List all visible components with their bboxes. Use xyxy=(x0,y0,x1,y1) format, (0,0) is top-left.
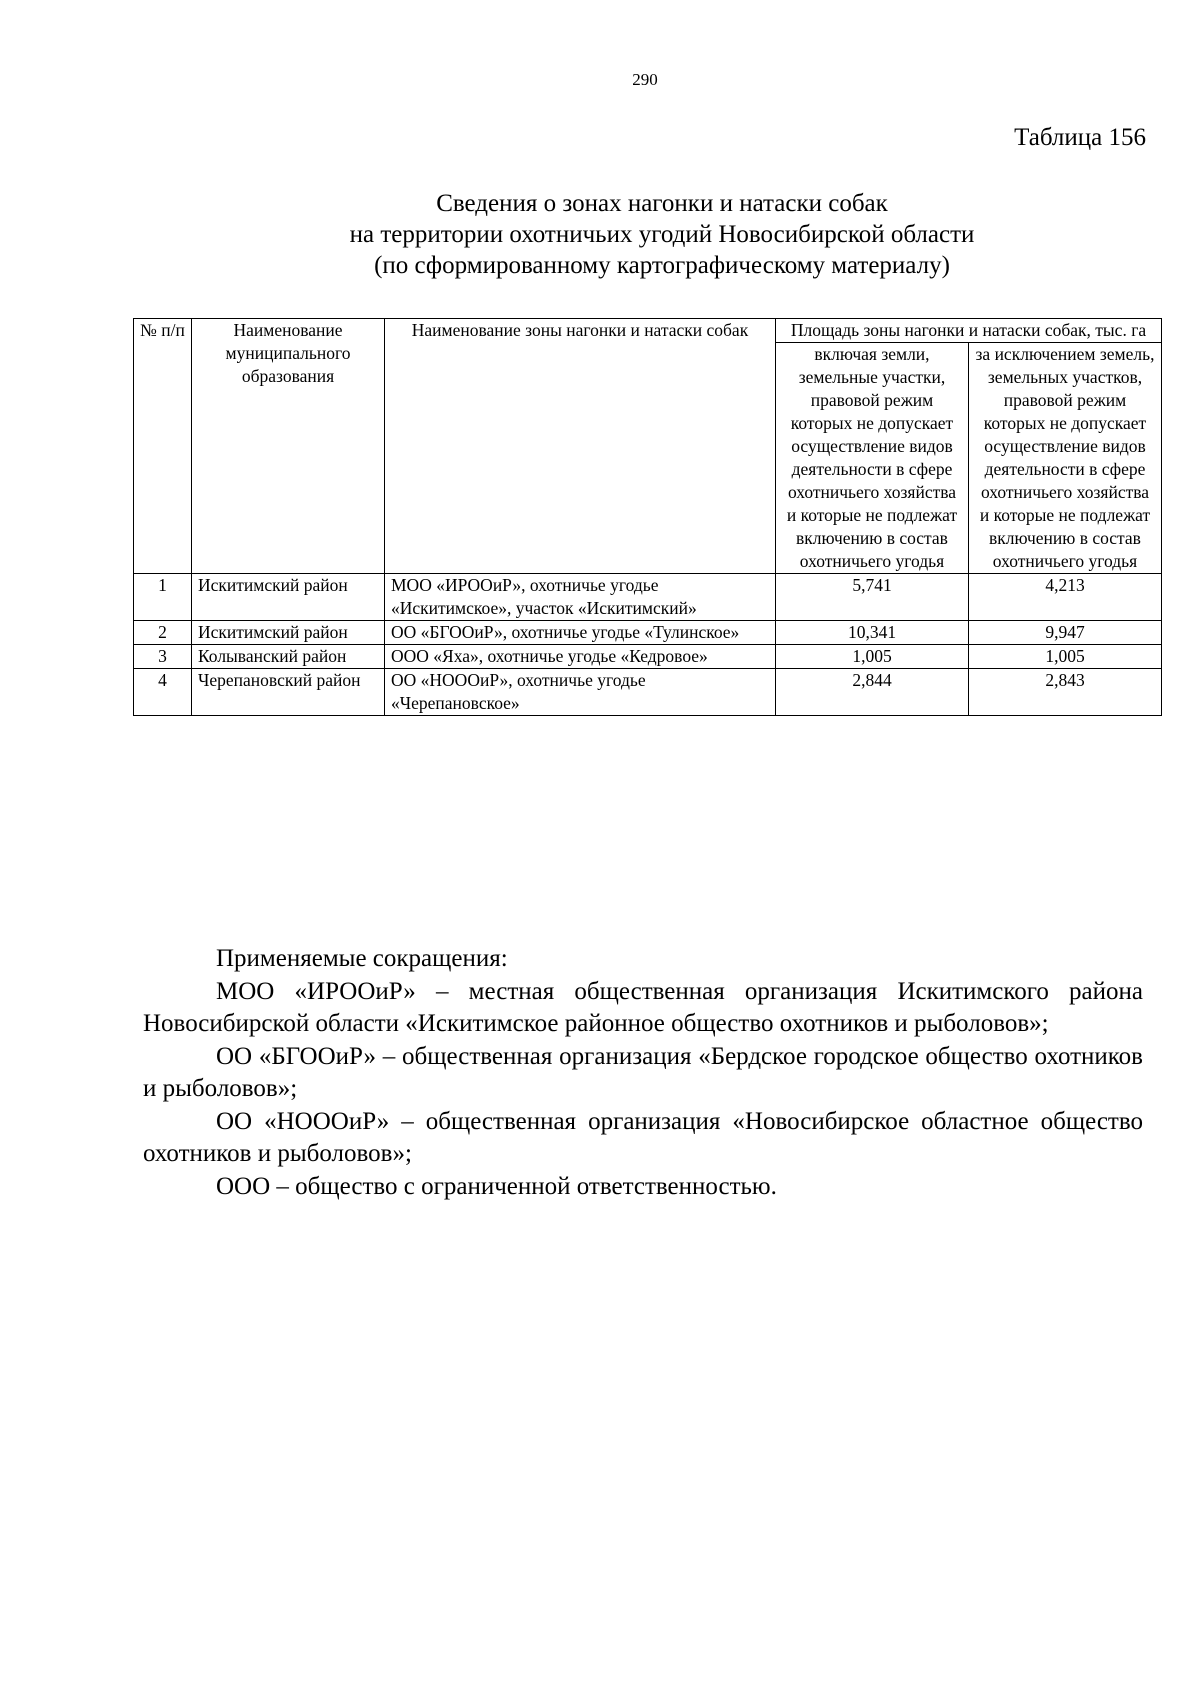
row-area-excl: 9,947 xyxy=(969,621,1162,645)
table-row xyxy=(134,645,1162,669)
title-line: (по сформированному картографическому материалу) xyxy=(374,252,950,279)
row-municipality: Искитимский район xyxy=(192,574,385,621)
table-row xyxy=(134,574,1162,621)
row-zone: ООО «Яха», охотничье угодье «Кедровое» xyxy=(385,645,776,669)
row-municipality: Искитимский район xyxy=(192,621,385,645)
table-title xyxy=(132,188,1192,281)
row-num: 4 xyxy=(134,669,192,716)
header-area-excl: за исключением земель, земельных участков, правовой режим которых не допускает осуществление видов деятельности в сфере охотничьего хозяйства и которые не подлежат включению в состав охотничьего угодья xyxy=(969,343,1162,574)
abbreviations-section xyxy=(143,943,1143,1203)
header-zone: Наименование зоны нагонки и натаски собак xyxy=(385,319,776,574)
table-label: Таблица 156 xyxy=(1014,124,1146,151)
row-zone: МОО «ИРООиР», охотничье угодье «Искитимское», участок «Искитимский» xyxy=(385,574,776,621)
row-area-incl: 2,844 xyxy=(776,669,969,716)
header-area: Площадь зоны нагонки и натаски собак, тыс. га xyxy=(776,319,1162,343)
row-area-incl: 5,741 xyxy=(776,574,969,621)
header-municipality: Наименование муниципального образования xyxy=(192,319,385,574)
title-line: Сведения о зонах нагонки и натаски собак xyxy=(436,190,888,217)
row-municipality: Колыванский район xyxy=(192,645,385,669)
row-area-incl: 10,341 xyxy=(776,621,969,645)
title-line: на территории охотничьих угодий Новосибирской области xyxy=(349,221,975,248)
abbreviation-item: ОО «БГООиР» – общественная организация «Бердское городское общество охотников и рыболовов»; xyxy=(143,1042,1143,1102)
abbreviations-heading: Применяемые сокращения: xyxy=(216,945,508,972)
abbreviation-item: ОО «НОООиР» – общественная организация «Новосибирское областное общество охотников и рыболовов»; xyxy=(143,1107,1143,1167)
header-row xyxy=(134,319,1162,343)
page-number: 290 xyxy=(632,70,658,89)
row-num: 1 xyxy=(134,574,192,621)
row-municipality: Черепановский район xyxy=(192,669,385,716)
row-area-excl: 2,843 xyxy=(969,669,1162,716)
row-area-incl: 1,005 xyxy=(776,645,969,669)
table-row xyxy=(134,669,1162,716)
row-area-excl: 1,005 xyxy=(969,645,1162,669)
row-area-excl: 4,213 xyxy=(969,574,1162,621)
row-zone: ОО «БГООиР», охотничье угодье «Тулинское» xyxy=(385,621,776,645)
header-area-incl: включая земли, земельные участки, правовой режим которых не допускает осуществление видов деятельности в сфере охотничьего хозяйства и которые не подлежат включению в состав охотничьего угодья xyxy=(776,343,969,574)
row-num: 2 xyxy=(134,621,192,645)
abbreviation-item: МОО «ИРООиР» – местная общественная организация Искитимского района Новосибирской области «Искитимское районное общество охотников и рыболовов»; xyxy=(143,977,1143,1037)
row-zone: ОО «НОООиР», охотничье угодье «Черепановское» xyxy=(385,669,776,716)
zones-table xyxy=(133,318,1162,716)
row-num: 3 xyxy=(134,645,192,669)
table-row xyxy=(134,621,1162,645)
header-num: № п/п xyxy=(134,319,192,574)
abbreviation-item: ООО – общество с ограниченной ответственностью. xyxy=(216,1172,777,1200)
